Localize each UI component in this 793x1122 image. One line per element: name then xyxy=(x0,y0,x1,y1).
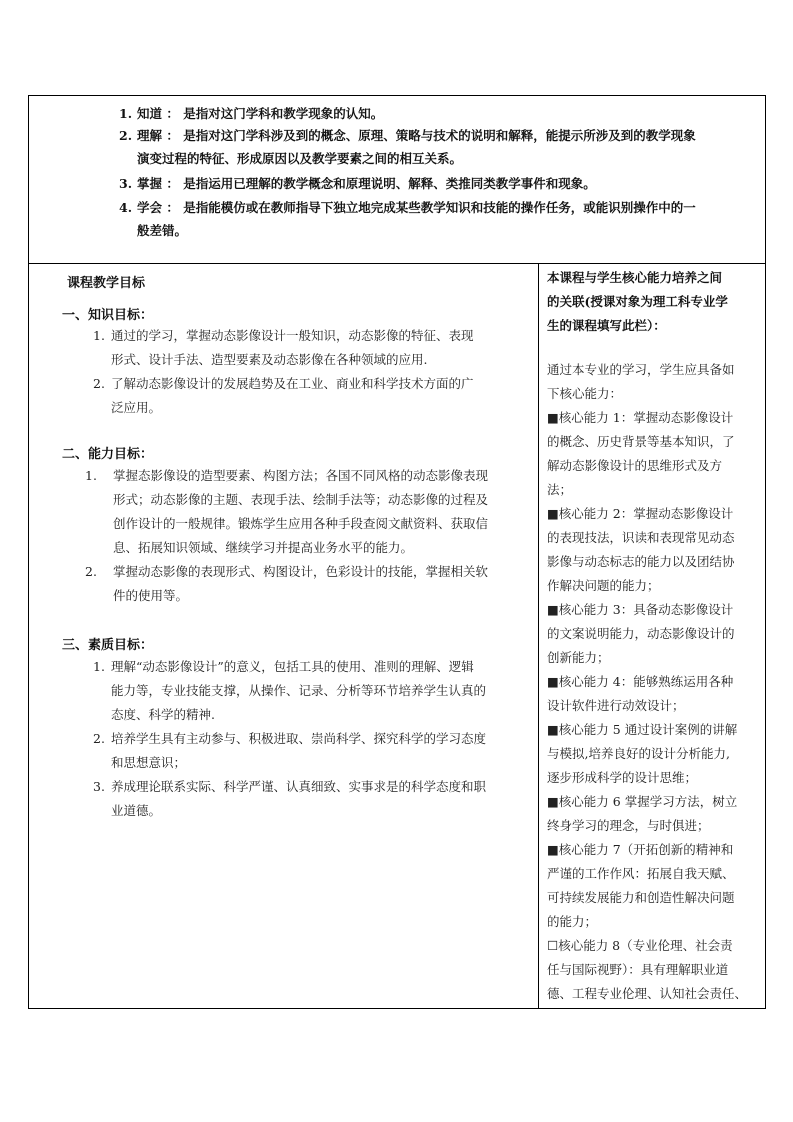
core-line: 设计软件进行动效设计； xyxy=(547,698,685,713)
core-ability-8 xyxy=(547,934,759,1006)
course-objectives-cell xyxy=(29,264,539,1008)
list-item xyxy=(85,560,535,608)
core-line: ■核心能力 6 掌握学习方法，树立 xyxy=(547,794,738,809)
core-line: ■核心能力 7（开拓创新的精神和 xyxy=(547,842,734,857)
definition-number: 3. xyxy=(119,176,133,191)
item-line: 掌握动态影像的表现形式、构图设计，色彩设计的技能，掌握相关软 xyxy=(113,564,489,579)
item-line: 掌握态影像设的造型要素、构图方法；各国不同风格的动态影像表现 xyxy=(113,468,489,483)
definition-item: 3. 掌握 ： 是指运用已理解的教学概念和原理说明、解释、类推同类教学事件和现象。 xyxy=(119,172,759,196)
item-line: 件的使用等。 xyxy=(113,588,189,603)
core-line: 的表现技法，识读和表现常见动态 xyxy=(547,530,735,545)
item-number: 2. xyxy=(85,564,97,579)
core-line: ■核心能力 3：具备动态影像设计 xyxy=(547,602,734,617)
core-ability-6 xyxy=(547,790,759,838)
item-number: 1. xyxy=(85,468,97,483)
definition-number: 4. xyxy=(119,200,133,215)
definition-text: 般差错。 xyxy=(137,223,188,238)
definition-text: 是指对这门学科和教学现象的认知。 xyxy=(183,106,384,121)
item-line: 态度、科学的精神. xyxy=(111,707,215,722)
item-line: 培养学生具有主动参与、积极进取、崇尚科学、探究科学的学习态度 xyxy=(111,731,487,746)
core-line: 逐步形成科学的设计思维； xyxy=(547,770,698,785)
item-line: 了解动态影像设计的发展趋势及在工业、商业和科学技术方面的广 xyxy=(111,376,474,391)
core-line: 的概念、历史背景等基本知识，了 xyxy=(547,434,735,449)
list-item xyxy=(93,775,535,823)
definition-term: 知道 xyxy=(137,106,163,121)
definition-item: 1. 知道 ： 是指对这门学科和教学现象的认知。 xyxy=(119,102,759,126)
definition-item: 2. 理解 ： 是指对这门学科涉及到的概念、原理、策略与技术的说明和解释，能提示所涉及到的教学现象 xyxy=(119,124,759,148)
core-ability-3 xyxy=(547,598,759,670)
heading-line: 生的课程填写此栏）： xyxy=(547,318,666,333)
definition-text: 是指对这门学科涉及到的概念、原理、策略与技术的说明和解释，能提示所涉及到的教学现象 xyxy=(183,128,696,143)
core-line: 严谨的工作作风：拓展自我天赋、 xyxy=(547,866,735,881)
item-line: 泛应用。 xyxy=(111,400,162,415)
item-line: 创作设计的一般规律。锻炼学生应用各种手段查阅文献资料、获取信 xyxy=(113,516,489,531)
core-line: ■核心能力 4：能够熟练运用各种 xyxy=(547,674,734,689)
item-line: 理解“动态影像设计”的意义，包括工具的使用、准则的理解、逻辑 xyxy=(111,659,474,674)
item-number: 3. xyxy=(93,779,105,794)
core-line: 德、工程专业伦理、认知社会责任、 xyxy=(547,986,748,1001)
item-number: 2. xyxy=(93,731,105,746)
core-ability-1 xyxy=(547,406,759,502)
core-ability-5 xyxy=(547,718,759,790)
core-line: 影像与动态标志的能力以及团结协 xyxy=(547,554,735,569)
intro-line: 下核心能力： xyxy=(547,386,623,401)
core-line: ■核心能力 1：掌握动态影像设计 xyxy=(547,410,734,425)
definition-term: 掌握 xyxy=(137,176,163,191)
intro-line: 通过本专业的学习，学生应具备如 xyxy=(547,362,735,377)
core-line: 终身学习的理念，与时俱进； xyxy=(547,818,710,833)
heading-line: 本课程与学生核心能力培养之间 xyxy=(547,270,723,285)
list-item xyxy=(85,464,535,560)
heading-line: 的关联(授课对象为理工科专业学 xyxy=(547,294,728,309)
item-line: 养成理论联系实际、科学严谨、认真细致、实事求是的科学态度和职 xyxy=(111,779,487,794)
item-line: 形式、设计手法、造型要素及动态影像在各种领域的应用. xyxy=(111,352,428,367)
core-line: 的文案说明能力，动态影像设计的 xyxy=(547,626,735,641)
definition-number: 1. xyxy=(119,106,133,121)
definition-text: 是指能模仿或在教师指导下独立地完成某些教学知识和技能的操作任务，或能识别操作中的一 xyxy=(183,200,696,215)
competency-intro xyxy=(547,358,759,406)
definition-text: 演变过程的特征、形成原因以及教学要素之间的相互关系。 xyxy=(137,151,463,166)
item-line: 业道德。 xyxy=(111,803,162,818)
item-number: 1. xyxy=(93,328,105,343)
competency-column xyxy=(547,266,759,1006)
competency-heading xyxy=(547,266,759,338)
item-line: 能力等，专业技能支撑，从操作、记录、分析等环节培养学生认真的 xyxy=(111,683,487,698)
item-line: 息、拓展知识领域、继续学习并提高业务水平的能力。 xyxy=(113,540,414,555)
definition-text: 是指运用已理解的教学概念和原理说明、解释、类推同类教学事件和现象。 xyxy=(183,176,596,191)
core-ability-7 xyxy=(547,838,759,934)
list-item xyxy=(93,372,533,420)
core-line: 可持续发展能力和创造性解决问题 xyxy=(547,890,735,905)
item-line: 形式；动态影像的主题、表现手法、绘制手法等；动态影像的过程及 xyxy=(113,492,489,507)
core-competency-cell xyxy=(539,264,765,1008)
core-line: 的能力； xyxy=(547,914,598,929)
item-number: 1. xyxy=(93,659,105,674)
list-item xyxy=(93,655,535,727)
core-line: 解动态影像设计的思维形式及方 xyxy=(547,458,723,473)
definition-text-continued xyxy=(119,219,777,243)
definition-number: 2. xyxy=(119,128,133,143)
definition-term: 理解 xyxy=(137,128,163,143)
quality-heading: 三、素质目标： xyxy=(62,638,154,653)
core-line: 创新能力； xyxy=(547,650,610,665)
item-line: 和思想意识； xyxy=(111,755,187,770)
core-line: ☐核心能力 8（专业伦理、社会责 xyxy=(547,938,733,953)
core-line: ■核心能力 2：掌握动态影像设计 xyxy=(547,506,734,521)
core-ability-4 xyxy=(547,670,759,718)
definition-item: 4. 学会 ： 是指能模仿或在教师指导下独立地完成某些教学知识和技能的操作任务，或能识别操作中的一 xyxy=(119,196,759,220)
list-item xyxy=(93,727,535,775)
syllabus-table xyxy=(28,95,766,1009)
definition-text-continued xyxy=(119,147,777,171)
objectives-title: 课程教学目标 xyxy=(67,276,146,291)
core-line: 与模拟,培养良好的设计分析能力, xyxy=(547,746,730,761)
item-line: 通过的学习，掌握动态影像设计一般知识，动态影像的特征、表现 xyxy=(111,328,474,343)
core-line: 法； xyxy=(547,482,573,497)
definitions-cell xyxy=(29,96,765,264)
list-item xyxy=(93,324,533,372)
core-line: 任与国际视野）：具有理解职业道 xyxy=(547,962,729,977)
item-number: 2. xyxy=(93,376,105,391)
core-ability-2 xyxy=(547,502,759,598)
knowledge-heading: 一、知识目标： xyxy=(62,308,154,323)
core-line: ■核心能力 5 通过设计案例的讲解 xyxy=(547,722,738,737)
core-line: 作解决问题的能力； xyxy=(547,578,660,593)
ability-heading: 二、能力目标： xyxy=(62,447,154,462)
definition-term: 学会 xyxy=(137,200,163,215)
